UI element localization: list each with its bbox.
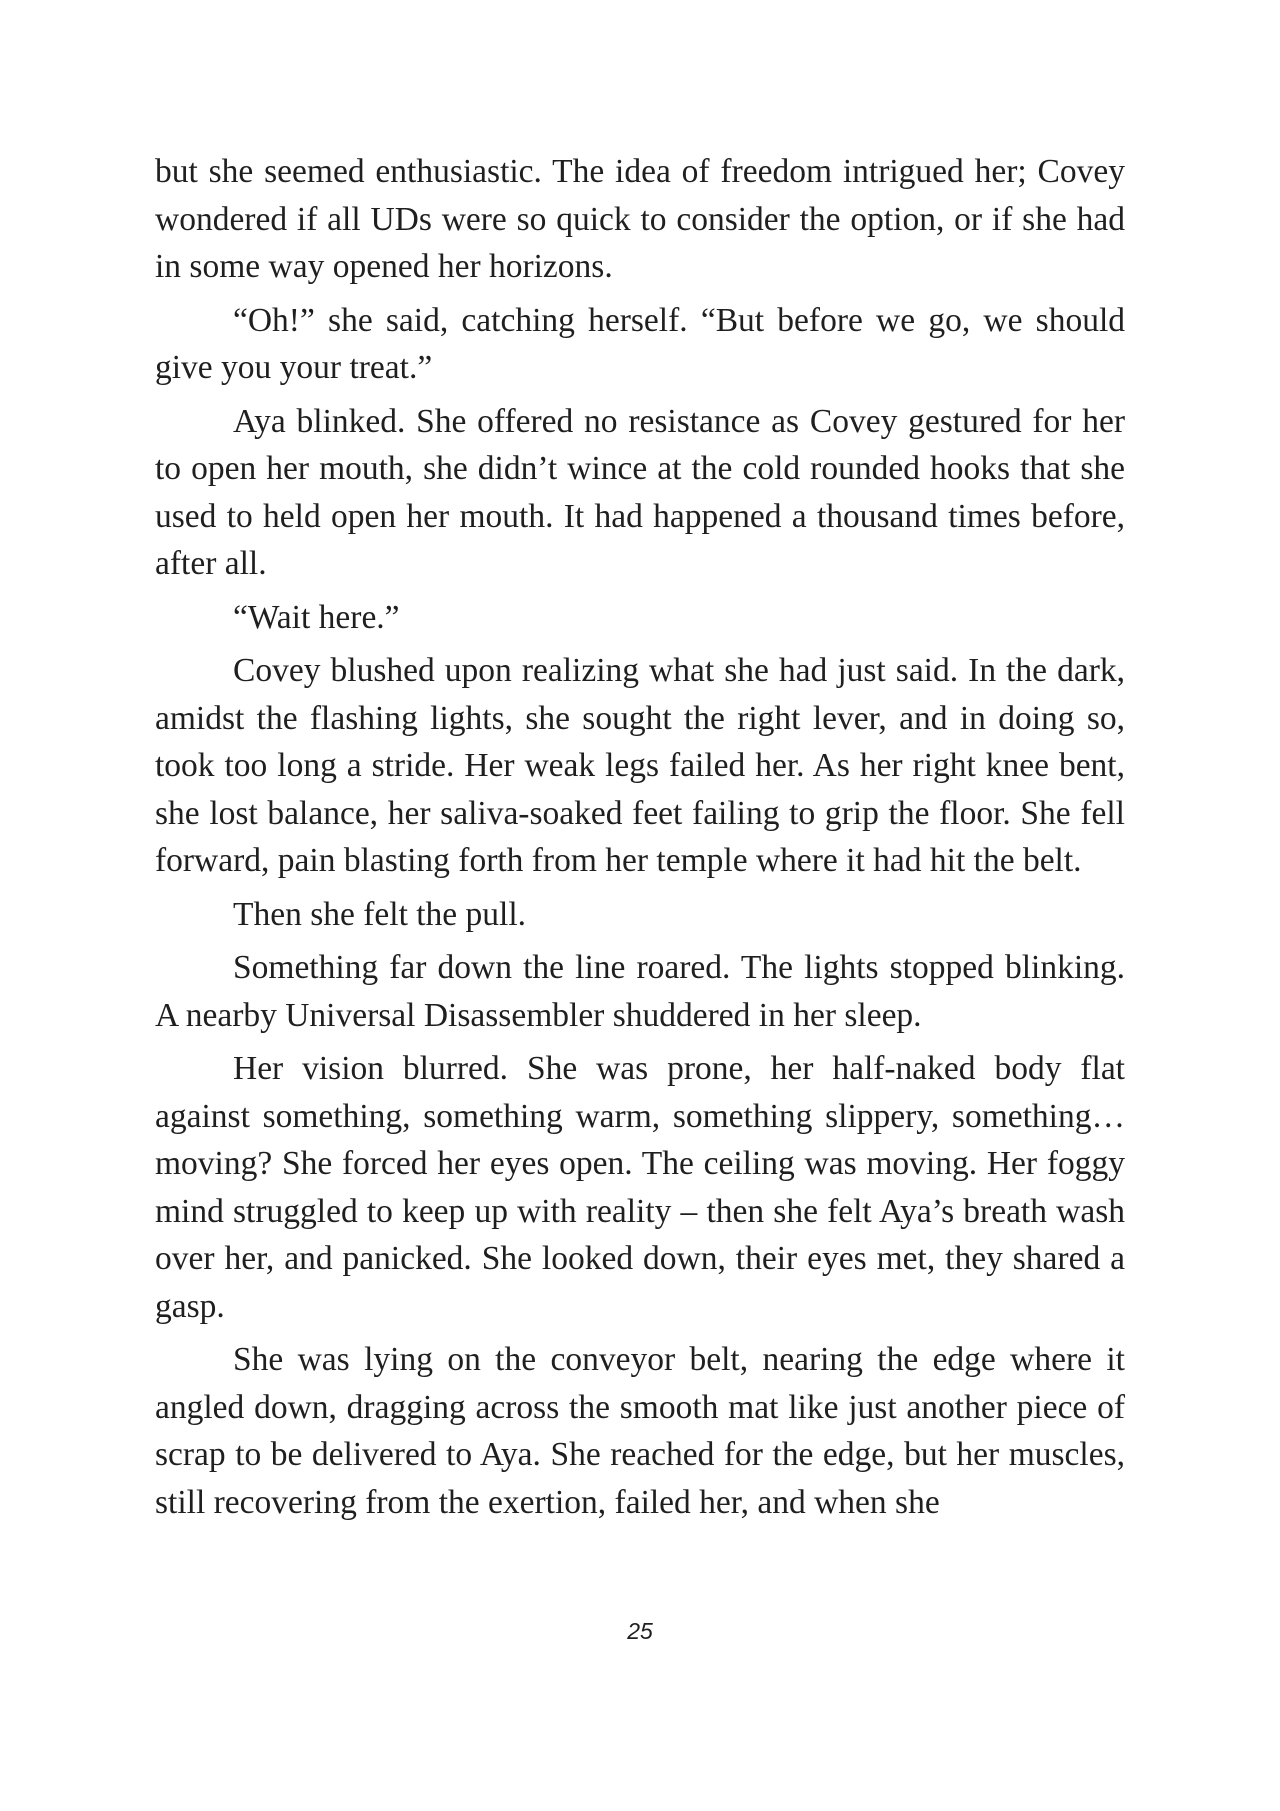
body-text <box>155 148 1125 1532</box>
paragraph: She was lying on the conveyor belt, nearing the edge where it angled down, dragging across the smooth mat like just another piece of scrap to be delivered to Aya. She reached for the edge, but her muscles, still recovering from the exertion, failed her, and when she <box>155 1341 1125 1521</box>
paragraph-continuation: but she seemed enthusiastic. The idea of freedom intrigued her; Covey wondered if all UDs were so quick to consider the option, or if she had in some way opened her horizons. <box>155 153 1125 285</box>
page-number: 25 <box>627 1618 653 1644</box>
paragraph: Covey blushed upon realizing what she had just said. In the dark, amidst the flashing lights, she sought the right lever, and in doing so, took too long a stride. Her weak legs failed her. As her right knee bent, she lost balance, her saliva-soaked feet failing to grip the floor. She fell forward, pain blasting forth from her temple where it had hit the belt. <box>155 652 1125 879</box>
paragraph: “Oh!” she said, catching herself. “But before we go, we should give you your treat.” <box>155 301 1125 386</box>
paragraph: Her vision blurred. She was prone, her half-naked body flat against something, something warm, something slippery, something… moving? She forced her eyes open. The ceiling was moving. Her foggy mind struggled to keep up with reality – then she felt Aya’s breath wash over her, and panicked. She looked down, their eyes met, they shared a gasp. <box>155 1050 1125 1325</box>
paragraph: “Wait here.” <box>233 598 400 636</box>
paragraph: Aya blinked. She offered no resistance as Covey gestured for her to open her mouth, she didn’t wince at the cold rounded hooks that she used to held open her mouth. It had happened a thousand times before, after all. <box>155 402 1125 582</box>
paragraph: Then she felt the pull. <box>233 895 527 933</box>
paragraph: Something far down the line roared. The lights stopped blinking. A nearby Universal Disassembler shuddered in her sleep. <box>155 949 1125 1034</box>
